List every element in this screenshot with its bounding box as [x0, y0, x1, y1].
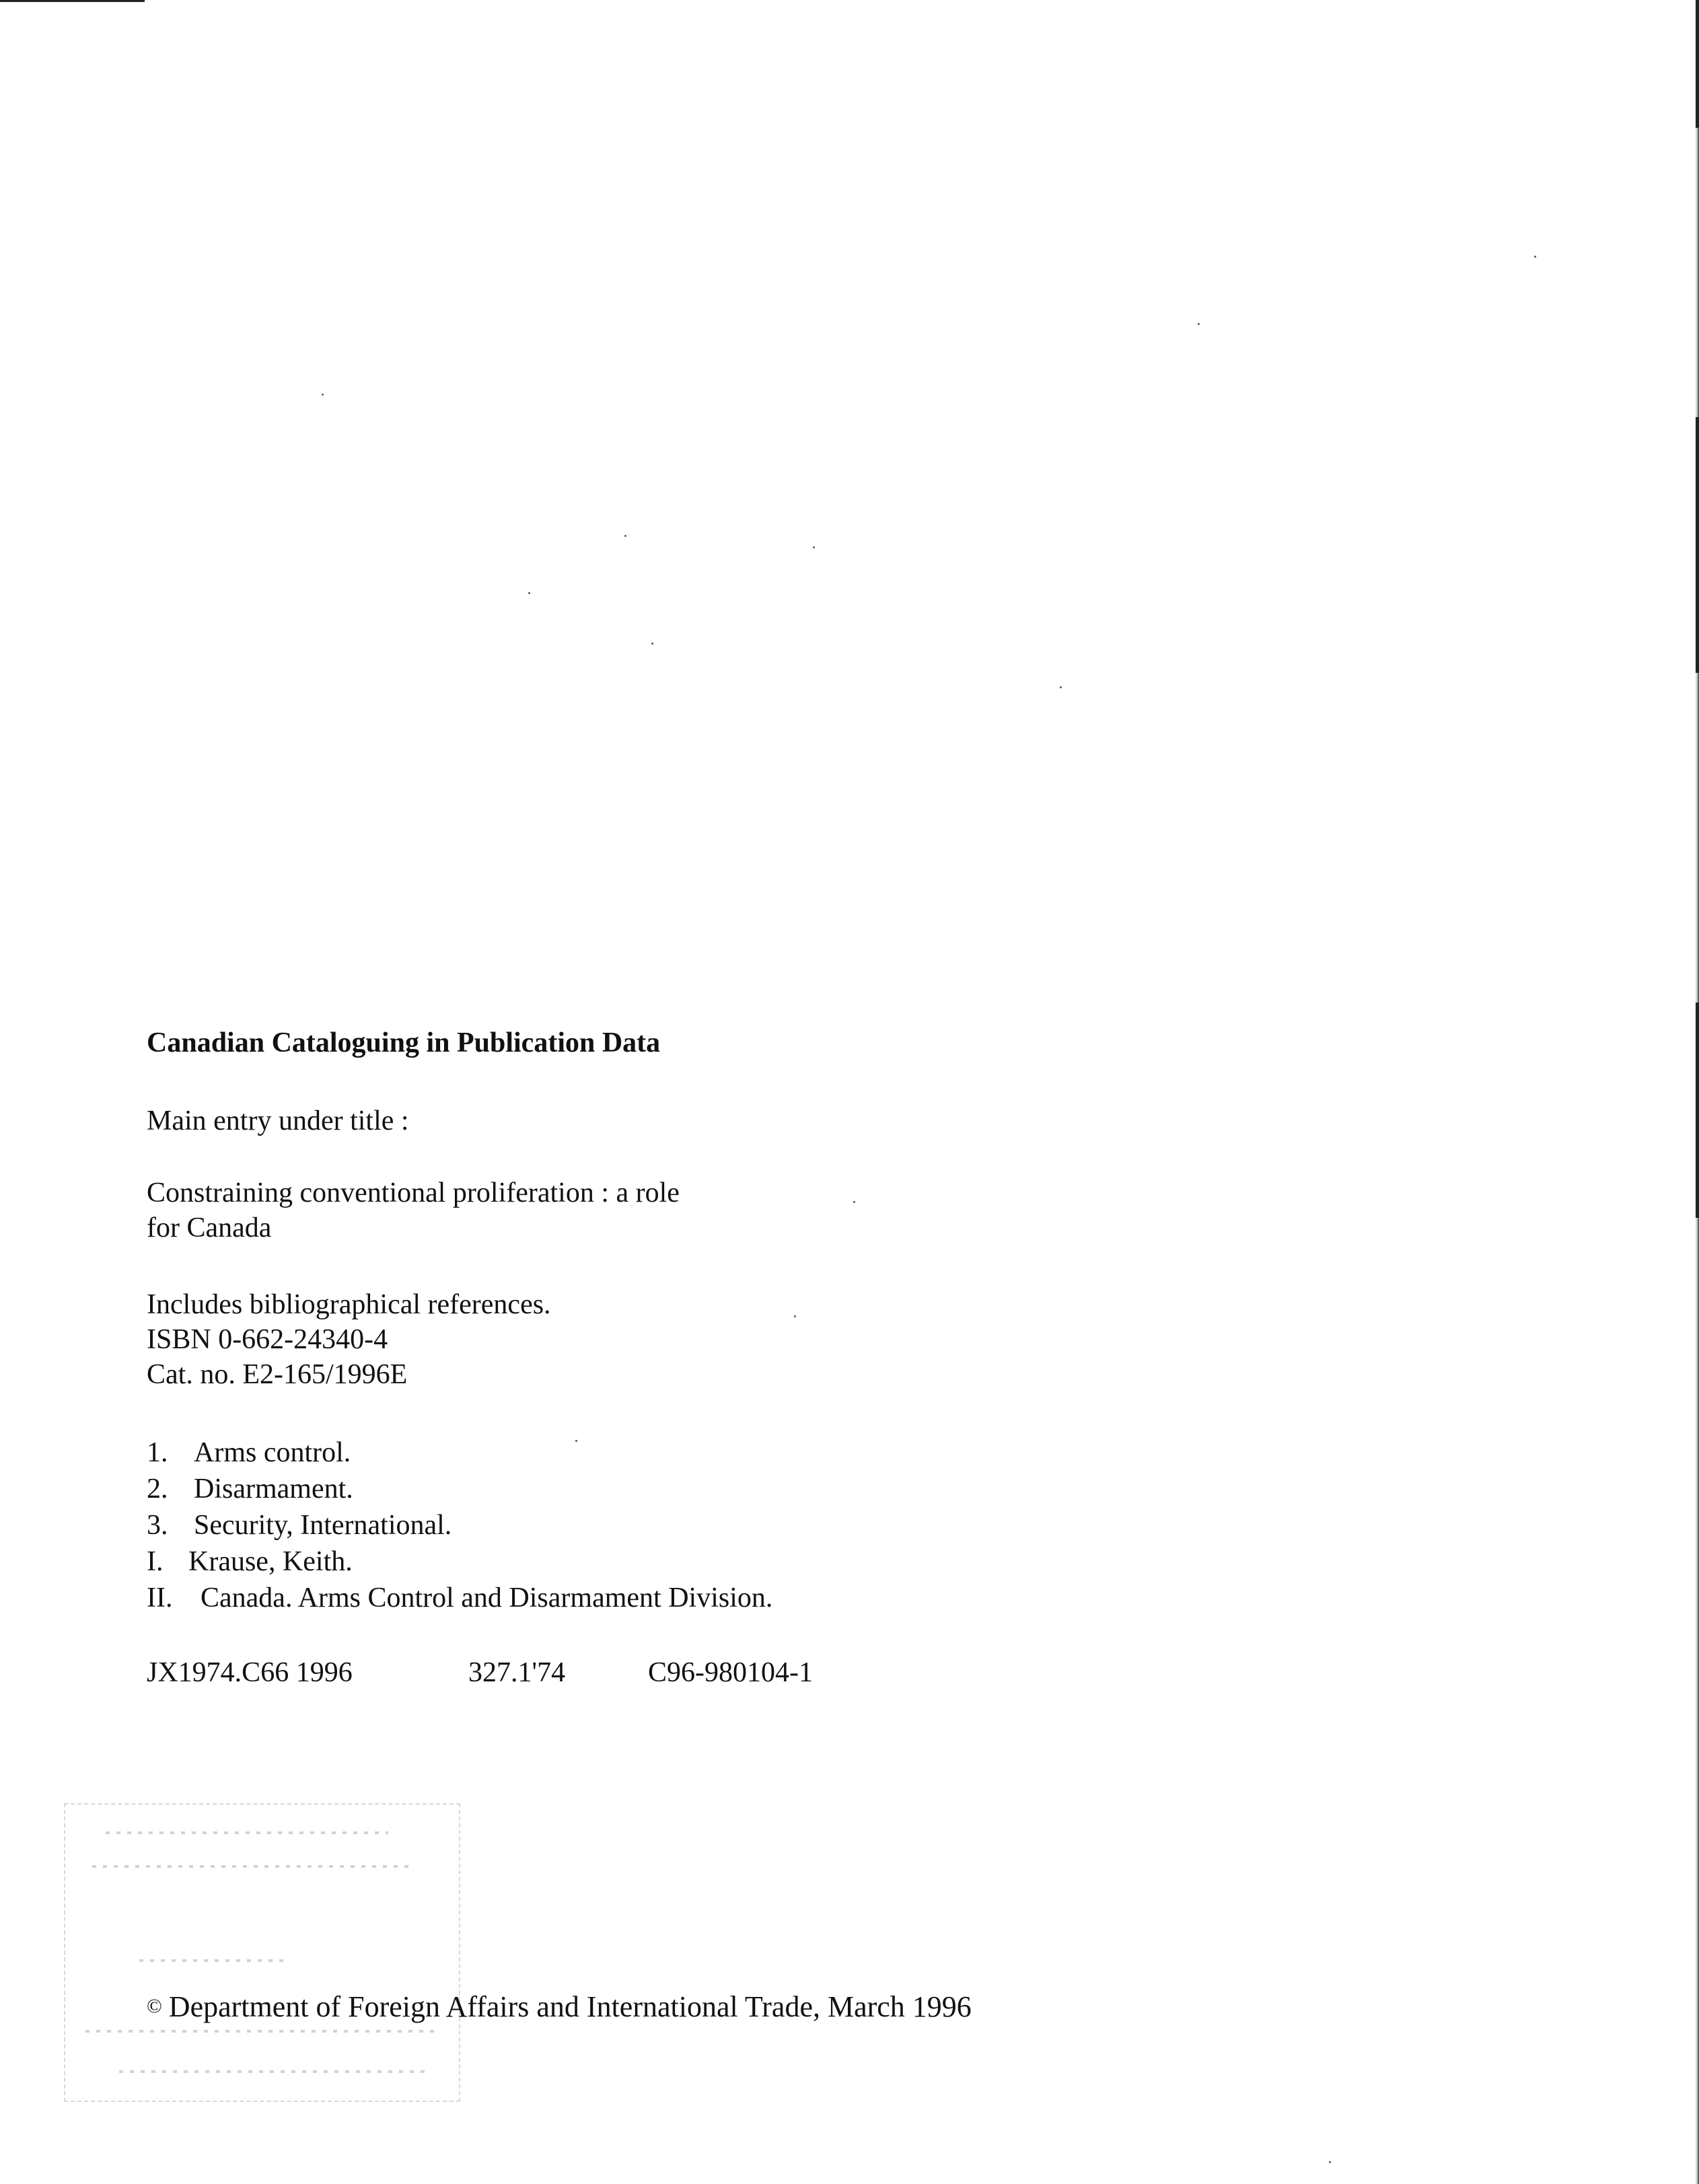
faded-library-stamp — [64, 1803, 460, 2102]
subject-text: Security, International. — [194, 1510, 452, 1541]
cip-heading: Canadian Cataloguing in Publication Data — [147, 1027, 661, 1058]
added-entry-number: I. — [147, 1546, 164, 1577]
cip-number: C96-980104-1 — [648, 1657, 813, 1688]
scan-speck — [624, 535, 626, 537]
scan-edge-shadow — [1696, 0, 1699, 128]
stamp-smudge — [119, 2070, 429, 2073]
subject-entry — [147, 1435, 351, 1470]
scan-speck — [528, 592, 530, 594]
scan-speck — [322, 394, 324, 396]
copyright-text: Department of Foreign Affairs and International Trade, March 1996 — [168, 1990, 972, 2023]
added-entry-text: Krause, Keith. — [188, 1546, 353, 1577]
scan-speck — [1534, 256, 1536, 258]
scan-speck — [794, 1315, 796, 1317]
scan-speck — [651, 643, 653, 645]
note-catalogue-number: Cat. no. E2-165/1996E — [147, 1359, 408, 1390]
subject-number: 1. — [147, 1437, 168, 1468]
scan-speck — [813, 546, 815, 548]
scan-top-rule — [0, 0, 145, 2]
added-entry-number: II. — [147, 1582, 173, 1613]
added-entry — [147, 1580, 772, 1615]
subject-text: Arms control. — [194, 1437, 351, 1468]
scan-edge-shadow — [1696, 417, 1699, 673]
dewey-number: 327.1'74 — [468, 1657, 566, 1688]
subject-number: 2. — [147, 1473, 168, 1504]
copyright-symbol: © — [147, 1995, 162, 2017]
subject-entry — [147, 1471, 353, 1506]
scan-speck — [1060, 686, 1062, 688]
copyright-line — [147, 1988, 972, 2025]
note-isbn: ISBN 0-662-24340-4 — [147, 1324, 388, 1355]
main-entry-line: Main entry under title : — [147, 1105, 409, 1136]
stamp-smudge — [139, 1959, 287, 1962]
scan-edge-shadow — [1696, 1003, 1699, 1218]
stamp-smudge — [92, 1865, 415, 1868]
title-line-2: for Canada — [147, 1212, 272, 1243]
title-line-1: Constraining conventional proliferation : a role — [147, 1177, 680, 1208]
subject-text: Disarmament. — [194, 1473, 353, 1504]
stamp-smudge — [106, 1831, 388, 1834]
scan-speck — [575, 1440, 577, 1442]
added-entry-text: Canada. Arms Control and Disarmament Division. — [201, 1582, 773, 1613]
note-bibliography: Includes bibliographical references. — [147, 1289, 551, 1320]
scan-speck — [1329, 2161, 1331, 2163]
subject-entry — [147, 1508, 451, 1543]
subject-number: 3. — [147, 1510, 168, 1541]
stamp-smudge — [85, 2030, 435, 2033]
scan-speck — [1198, 323, 1200, 325]
lc-call-number: JX1974.C66 1996 — [147, 1657, 353, 1688]
scan-speck — [853, 1201, 855, 1203]
added-entry — [147, 1544, 353, 1579]
